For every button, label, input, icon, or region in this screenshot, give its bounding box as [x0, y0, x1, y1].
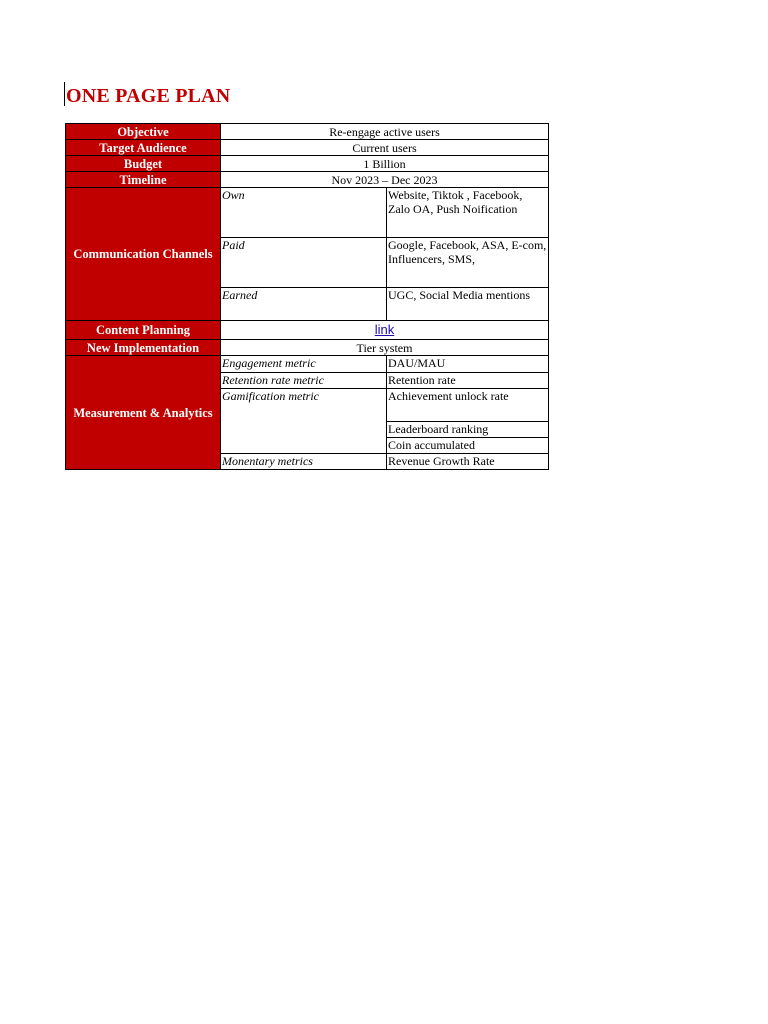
retention-metric: Retention rate metric — [221, 373, 387, 389]
gamification-value-achievement: Achievement unlock rate — [387, 389, 549, 422]
monetary-value: Revenue Growth Rate — [387, 454, 549, 470]
channel-type-paid: Paid — [221, 238, 387, 288]
objective-value: Re-engage active users — [221, 124, 549, 140]
objective-row — [66, 124, 549, 140]
budget-label: Budget — [66, 156, 221, 172]
engagement-metric: Engagement metric — [221, 356, 387, 373]
retention-value: Retention rate — [387, 373, 549, 389]
budget-value: 1 Billion — [221, 156, 549, 172]
timeline-row — [66, 172, 549, 188]
channel-value-earned: UGC, Social Media mentions — [387, 288, 549, 321]
channel-type-own: Own — [221, 188, 387, 238]
engagement-value: DAU/MAU — [387, 356, 549, 373]
target-audience-row — [66, 140, 549, 156]
text-cursor — [64, 82, 65, 106]
measurement-analytics-label: Measurement & Analytics — [66, 356, 221, 470]
channel-value-paid: Google, Facebook, ASA, E-com, Influencers, SMS, — [387, 238, 549, 288]
gamification-value-leaderboard: Leaderboard ranking — [387, 422, 549, 438]
content-planning-row — [66, 321, 549, 340]
communication-channels-label: Communication Channels — [66, 188, 221, 321]
target-audience-value: Current users — [221, 140, 549, 156]
channel-value-own: Website, Tiktok , Facebook, Zalo OA, Push Noification — [387, 188, 549, 238]
channel-row-own — [66, 188, 549, 238]
monetary-metric: Monentary metrics — [221, 454, 387, 470]
new-implementation-label: New Implementation — [66, 340, 221, 356]
engagement-row — [66, 356, 549, 373]
gamification-metric: Gamification metric — [221, 389, 387, 454]
content-planning-label: Content Planning — [66, 321, 221, 340]
target-audience-label: Target Audience — [66, 140, 221, 156]
channel-type-earned: Earned — [221, 288, 387, 321]
content-planning-value — [221, 321, 549, 340]
objective-label: Objective — [66, 124, 221, 140]
timeline-label: Timeline — [66, 172, 221, 188]
new-implementation-value: Tier system — [221, 340, 549, 356]
gamification-value-coin: Coin accumulated — [387, 438, 549, 454]
budget-row — [66, 156, 549, 172]
page-title: ONE PAGE PLAN — [66, 85, 231, 107]
content-planning-link[interactable]: link — [374, 322, 395, 337]
timeline-value: Nov 2023 – Dec 2023 — [221, 172, 549, 188]
one-page-plan-table — [65, 123, 549, 470]
new-implementation-row — [66, 340, 549, 356]
